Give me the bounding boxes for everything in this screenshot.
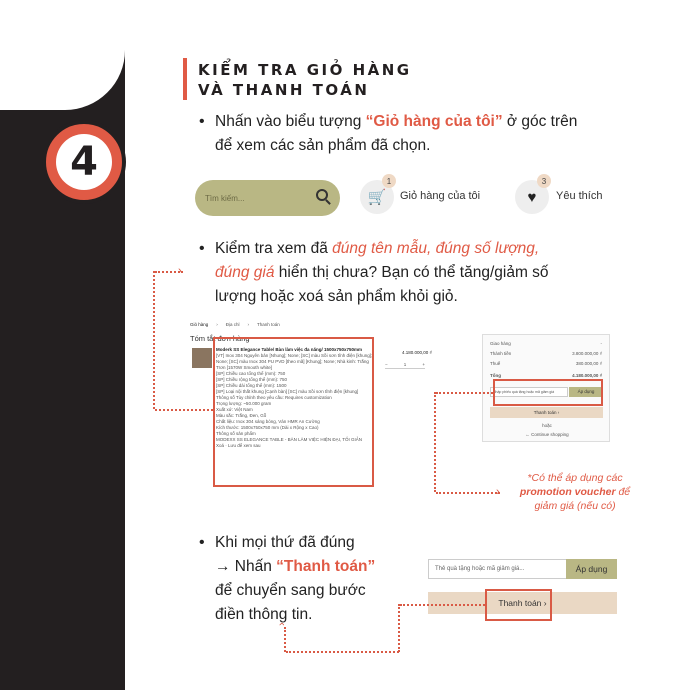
plus-icon[interactable]: + [422,362,425,367]
title-line-1: KIỂM TRA GIỎ HÀNG [198,61,412,79]
product-name[interactable]: Moderk SS Elegance Table/ Bàn làm việc đa năng/ 1500x750x750mm [216,347,362,352]
bullet-dot: • [199,113,205,130]
bullet-2-line-2: đúng giá hiển thị chưa? Bạn có thể tăng/giảm số [215,264,549,281]
checkout-highlight-box [485,589,552,621]
wishlist-count-badge: 3 [537,174,551,188]
zoom-apply-button[interactable]: Áp dụng [566,559,617,579]
product-thumbnail[interactable] [192,348,212,368]
bullet-1-line-2: để xem các sản phẩm đã chọn. [215,137,431,154]
minus-icon[interactable]: − [385,362,388,367]
wishlist-button[interactable] [515,176,549,214]
product-highlight-box [213,337,374,487]
bullet-3-line-4: điền thông tin. [215,606,313,623]
top-notch [0,0,125,110]
bullet-3-line-2: → Nhấn “Thanh toán” [215,558,376,575]
quantity-value: 1 [403,362,407,367]
bullet-dot: • [199,240,205,257]
checkout-highlight: “Thanh toán” [276,558,376,575]
connector-line [398,604,400,652]
bullet-1-line-1: Nhấn vào biểu tượng “Giỏ hàng của tôi” ở góc trên [215,113,578,130]
checkout-button[interactable]: Thanh toán › [490,407,603,418]
bullet-2-line-1: Kiểm tra xem đã đúng tên mẫu, đúng số lượng, [215,240,540,257]
bullet-1 [199,110,635,158]
wishlist-label[interactable]: Yêu thích [556,190,603,202]
zoom-checkout-button[interactable]: Thanh toán › [428,592,617,614]
apply-voucher-button[interactable]: Áp dụng [569,387,603,397]
connector-line [286,651,399,653]
connector-line [155,409,213,411]
product-price: 4.180.000,00 ₫ [402,350,432,355]
step-number-circle [42,120,126,204]
connector-line [434,392,436,492]
cart-highlight: “Giỏ hàng của tôi” [365,113,503,130]
cart-label[interactable]: Giỏ hàng của tôi [400,190,481,202]
arrow-right-icon: › [496,486,500,498]
bullet-3-line-3: để chuyển sang bước [215,582,366,599]
connector-line [400,604,485,606]
bullet-2 [199,237,635,309]
step-number: 4 [56,134,112,190]
title-line-2: VÀ THANH TOÁN [198,81,370,99]
bullet-dot: • [199,534,205,551]
totals-panel: Giao hàng - Thành tiền 3.800.000,00 ₫ Thuế 380.000,00 ₫ Tổng 4.180.000,00 ₫ Nhập phiếu quà tặng hoặc mã giảm giá Áp dụng Thanh toán › hoặc ← Continue shopping [482,334,610,442]
cart-button[interactable] [360,176,394,214]
title-accent-bar [183,58,187,100]
connector-line [436,392,493,394]
connector-line [153,271,155,409]
bullet-2-line-3: lượng hoặc xoá sản phẩm khỏi giỏ. [215,288,458,305]
quantity-stepper[interactable] [385,362,425,369]
heart-icon: ♥ [527,188,537,206]
product-details: Moderk SS Elegance Table/ Bàn làm việc đa năng/ 1500x750x750mm [VT] Inox 304 Nguyên bản [Nhung]; None; [SC] màu Sồi sơn tĩnh điện [khung]; None; [SC] màu Inox 304 PU PVD [theo mã] [Khung]; None; Nhà kinh: Trắng Trơn [1570W Smooth white] [SP] Chiều cao tổng thể (mm): 750 [SP] Chiều rộng tổng thể (mm): 750 [SP] Chiều dài tổng thể (mm): 1500 [SP] Loại nội thất khung [Cạnh bàn] [SC] màu Sồi sơn tĩnh điện [khung] Thông số Tùy chỉnh theo yêu cầu: Requires customization Trọng lượng: ~50.000 gram Xuất xứ: Việt Nam Màu sắc: Trắng, Đen, Gỗ Chất liệu: Inox 304 sáng bóng, Ván HMR An Cường Kích thước: 1500x750x750 mm (Dài x Rộng x Cao) Thông số sản phẩm MODEXX SS ELEGANCE TABLE - BÀN LÀM VIỆC HIỆN ĐẠI, TỐI GIẢN Xoá · Lưu để xem sau [216,347,373,448]
voucher-input[interactable]: Nhập phiếu quà tặng hoặc mã giảm giá [490,387,568,397]
arrow-right-icon: › [178,265,182,277]
voucher-highlight-box [493,379,603,406]
arrow-up-icon: › [275,622,288,626]
connector-line [284,627,286,652]
breadcrumb: Giỏ hàng › Địa chỉ › Thanh toán [190,322,280,327]
voucher-note: *Có thể áp dụng các promotion voucher để giảm giá (nếu có) [519,472,631,512]
bullet-3 [199,531,415,627]
search-input[interactable]: Tìm kiếm... [195,180,340,216]
search-icon[interactable] [316,189,328,201]
cart-icon: 🛒 [367,189,387,206]
summary-title: Tóm tắt đơn hàng [190,334,250,343]
continue-shopping-link[interactable]: ← Continue shopping [525,432,569,437]
zoom-voucher-input[interactable]: Thẻ quà tặng hoặc mã giảm giá... [428,559,567,579]
cart-count-badge: 1 [382,174,396,188]
section-title [198,60,412,100]
connector-line [436,492,500,494]
bullet-3-line-1: Khi mọi thứ đã đúng [215,534,355,551]
